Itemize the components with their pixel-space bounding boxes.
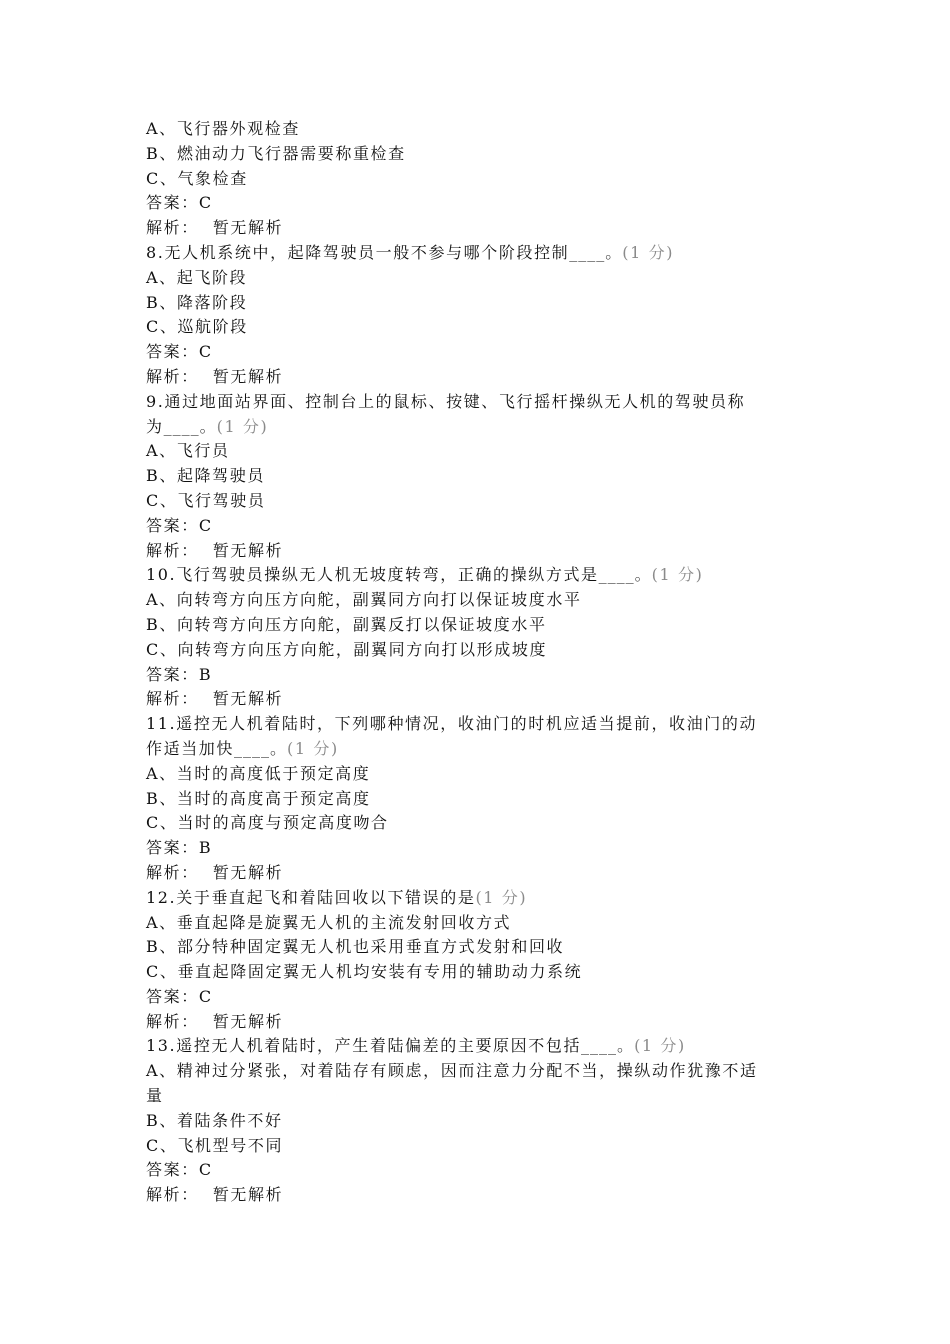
option-a: A、垂直起降是旋翼无人机的主流发射回收方式 — [146, 912, 512, 932]
answer-line — [146, 1158, 806, 1183]
analysis-label: 解析： — [146, 689, 199, 709]
option-a: A、飞行器外观检查 — [146, 119, 300, 138]
option-a: A、向转弯方向压方向舵，副翼同方向打以保证坡度水平 — [146, 590, 582, 610]
analysis-value: 暂无解析 — [212, 218, 284, 238]
score-label: (1 分) — [287, 738, 339, 758]
analysis-label: 解析： — [146, 218, 199, 238]
analysis-value: 暂无解析 — [212, 689, 284, 709]
answer-value: B — [198, 838, 213, 858]
option-a-continued: 量 — [146, 1086, 164, 1106]
analysis-line — [146, 1010, 806, 1035]
answer-value: C — [198, 1160, 213, 1180]
analysis-line — [146, 1183, 806, 1208]
option-a: A、精神过分紧张，对着陆存有顾虑，因而注意力分配不当，操纵动作犹豫不适 — [146, 1061, 758, 1081]
option-b: B、降落阶段 — [146, 292, 248, 312]
question-stem: 11.遥控无人机着陆时，下列哪种情况，收油门的时机应适当提前，收油门的动 — [146, 714, 758, 734]
option-c: C、飞行驾驶员 — [146, 490, 266, 510]
answer-value: B — [198, 664, 213, 684]
option-b: B、着陆条件不好 — [146, 1110, 283, 1130]
option-b: B、起降驾驶员 — [146, 466, 265, 486]
answer-label: 答案： — [146, 193, 199, 213]
analysis-label: 解析： — [146, 1011, 199, 1031]
answer-line — [146, 836, 806, 861]
score-label: (1 分) — [651, 565, 704, 585]
analysis-line — [146, 216, 806, 241]
analysis-value: 暂无解析 — [212, 540, 284, 560]
answer-blank: ____。 — [569, 242, 623, 262]
option-c: C、向转弯方向压方向舵，副翼同方向打以形成坡度 — [146, 639, 548, 659]
answer-line — [146, 191, 806, 216]
analysis-line — [146, 861, 806, 886]
analysis-line — [146, 687, 806, 712]
question-stem: 8.无人机系统中，起降驾驶员一般不参与哪个阶段控制____。(1 分) — [146, 242, 675, 262]
analysis-value: 暂无解析 — [212, 862, 284, 882]
option-b: B、燃油动力飞行器需要称重检查 — [146, 143, 406, 163]
answer-blank: ____。 — [163, 416, 217, 436]
answer-value: C — [198, 515, 213, 535]
answer-label: 答案： — [146, 838, 199, 858]
answer-value: C — [198, 193, 213, 213]
answer-label: 答案： — [146, 515, 199, 535]
answer-line — [146, 985, 806, 1010]
option-c: C、巡航阶段 — [146, 317, 248, 337]
answer-line — [146, 340, 806, 365]
option-c: C、垂直起降固定翼无人机均安装有专用的辅助动力系统 — [146, 962, 583, 982]
option-a: A、起飞阶段 — [146, 267, 248, 287]
option-c: C、当时的高度与预定高度吻合 — [146, 813, 389, 833]
score-label: (1 分) — [475, 887, 528, 907]
score-label: (1 分) — [622, 242, 675, 262]
analysis-value: 暂无解析 — [212, 1011, 284, 1031]
analysis-value: 暂无解析 — [212, 366, 284, 386]
option-a: A、当时的高度低于预定高度 — [146, 763, 371, 783]
analysis-label: 解析： — [146, 366, 199, 386]
analysis-line — [146, 365, 806, 390]
option-b: B、向转弯方向压方向舵，副翼反打以保证坡度水平 — [146, 614, 547, 634]
score-label: (1 分) — [634, 1036, 686, 1056]
answer-label: 答案： — [146, 986, 199, 1006]
answer-blank: ____。 — [598, 565, 652, 585]
option-b: B、当时的高度高于预定高度 — [146, 788, 371, 808]
answer-line — [146, 663, 806, 688]
answer-label: 答案： — [146, 342, 199, 362]
question-stem: 13.遥控无人机着陆时，产生着陆偏差的主要原因不包括____。(1 分) — [146, 1036, 686, 1056]
analysis-line — [146, 539, 806, 564]
analysis-label: 解析： — [146, 862, 199, 882]
analysis-label: 解析： — [146, 540, 199, 560]
answer-value: C — [198, 986, 213, 1006]
question-stem: 9.通过地面站界面、控制台上的鼠标、按键、飞行摇杆操纵无人机的驾驶员称 — [146, 391, 746, 411]
question-stem-continued: 为____。(1 分) — [146, 416, 269, 436]
option-c: C、气象检查 — [146, 168, 248, 188]
answer-blank: ____。 — [234, 738, 288, 758]
option-a: A、飞行员 — [146, 441, 230, 461]
document-page — [146, 117, 806, 1208]
question-stem: 10.飞行驾驶员操纵无人机无坡度转弯，正确的操纵方式是____。(1 分) — [146, 565, 704, 585]
answer-blank: ____。 — [581, 1036, 635, 1056]
option-b: B、部分特种固定翼无人机也采用垂直方式发射和回收 — [146, 937, 565, 957]
score-label: (1 分) — [216, 416, 269, 436]
answer-line — [146, 514, 806, 539]
answer-label: 答案： — [146, 1160, 199, 1180]
option-c: C、飞机型号不同 — [146, 1135, 284, 1155]
question-stem: 12.关于垂直起飞和着陆回收以下错误的是(1 分) — [146, 887, 528, 907]
answer-label: 答案： — [146, 664, 199, 684]
analysis-value: 暂无解析 — [212, 1185, 284, 1205]
analysis-label: 解析： — [146, 1185, 199, 1205]
answer-value: C — [198, 342, 213, 362]
question-stem-continued: 作适当加快____。(1 分) — [146, 738, 339, 758]
